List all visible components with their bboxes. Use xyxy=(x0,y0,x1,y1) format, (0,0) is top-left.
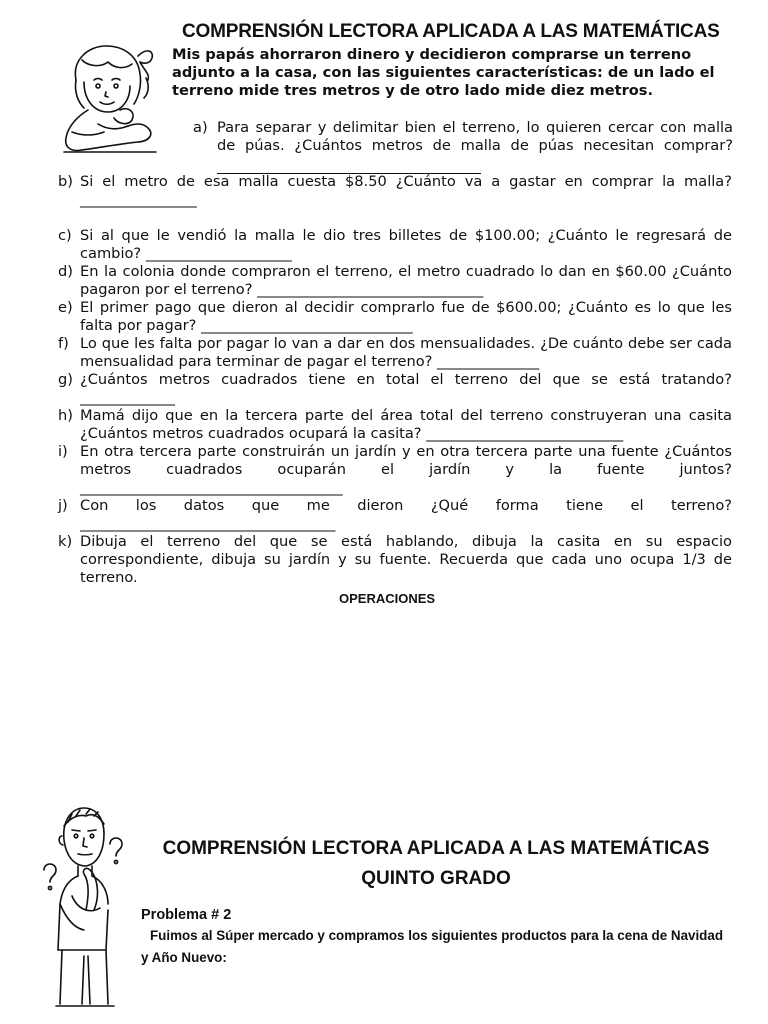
question-label: j) xyxy=(58,497,68,514)
problem-text: Fuimos al Súper mercado y compramos los siguientes productos para la cena de Navidad y Año Nuevo: xyxy=(141,928,723,965)
question-label: a) xyxy=(193,119,208,136)
question-f xyxy=(58,335,732,371)
question-label: d) xyxy=(58,263,73,280)
question-label: e) xyxy=(58,299,73,316)
question-d xyxy=(58,263,732,299)
title-line-2: QUINTO GRADO xyxy=(361,868,511,889)
second-worksheet-title xyxy=(150,834,722,894)
question-i xyxy=(58,443,732,497)
question-g xyxy=(58,371,732,407)
operations-heading: OPERACIONES xyxy=(339,591,436,606)
question-e xyxy=(58,299,732,335)
problem-intro: Mis papás ahorraron dinero y decidieron comprarse un terreno adjunto a la casa, con las siguientes características: de un lado el terreno mide tres metros y de otro lado mide diez metros. xyxy=(172,46,715,99)
question-text: En otra tercera parte construirán un jardín y en otra tercera parte una fuente ¿Cuántos metros cuadrados ocuparán el jardín y la fuente juntos? ____________________________________ xyxy=(80,443,732,496)
question-text: Con los datos que me dieron ¿Qué forma tiene el terreno? ___________________________________ xyxy=(80,497,732,532)
question-label: h) xyxy=(58,407,73,424)
question-text: Lo que les falta por pagar lo van a dar en dos mensualidades. ¿De cuánto debe ser cada mensualidad para terminar de pagar el terreno? ______________ xyxy=(80,335,732,370)
question-label: k) xyxy=(58,533,73,550)
question-h xyxy=(58,407,732,443)
question-a xyxy=(193,119,733,155)
question-text: Para separar y delimitar bien el terreno, lo quieren cercar con malla de púas. ¿Cuántos metros de malla de púas necesitan comprar? xyxy=(217,119,733,154)
question-text: En la colonia donde compraron el terreno, el metro cuadrado lo dan en $60.00 ¿Cuánto pagaron por el terreno? _______________________________ xyxy=(80,263,732,298)
question-label: c) xyxy=(58,227,72,244)
question-c xyxy=(58,227,732,263)
question-label: g) xyxy=(58,371,73,388)
question-text: ¿Cuántos metros cuadrados tiene en total el terreno del que se está tratando? _____________ xyxy=(80,371,732,406)
title-line-1: COMPRENSIÓN LECTORA APLICADA A LAS MATEMÁTICAS xyxy=(162,838,710,859)
question-text: Dibuja el terreno del que se está hablando, dibuja la casita en su espacio correspondiente, dibuja su jardín y su fuente. Recuerda que cada uno ocupa 1/3 de terreno. xyxy=(80,533,732,586)
girl-resting-chin-icon xyxy=(58,40,162,158)
question-label: b) xyxy=(58,173,73,190)
question-label: f) xyxy=(58,335,69,352)
question-list xyxy=(58,173,732,587)
question-text: Mamá dijo que en la tercera parte del área total del terreno construyeran una casita ¿Cuántos metros cuadrados ocupará la casita? ___________________________ xyxy=(80,407,732,442)
thinking-boy-with-question-marks-icon xyxy=(38,800,130,1012)
question-text: El primer pago que dieron al decidir comprarlo fue de $600.00; ¿Cuánto es lo que les falta por pagar? _____________________________ xyxy=(80,299,732,334)
question-label: i) xyxy=(58,443,68,460)
question-text: Si al que le vendió la malla le dio tres billetes de $100.00; ¿Cuánto le regresará de cambio? ____________________ xyxy=(80,227,732,262)
question-j xyxy=(58,497,732,533)
question-b xyxy=(58,173,732,209)
worksheet-title: COMPRENSIÓN LECTORA APLICADA A LAS MATEMÁTICAS xyxy=(182,21,720,42)
question-k xyxy=(58,533,732,587)
problem-label: Problema # 2 xyxy=(141,907,232,923)
question-text: Si el metro de esa malla cuesta $8.50 ¿Cuánto va a gastar en comprar la malla? ________________ xyxy=(80,173,732,208)
